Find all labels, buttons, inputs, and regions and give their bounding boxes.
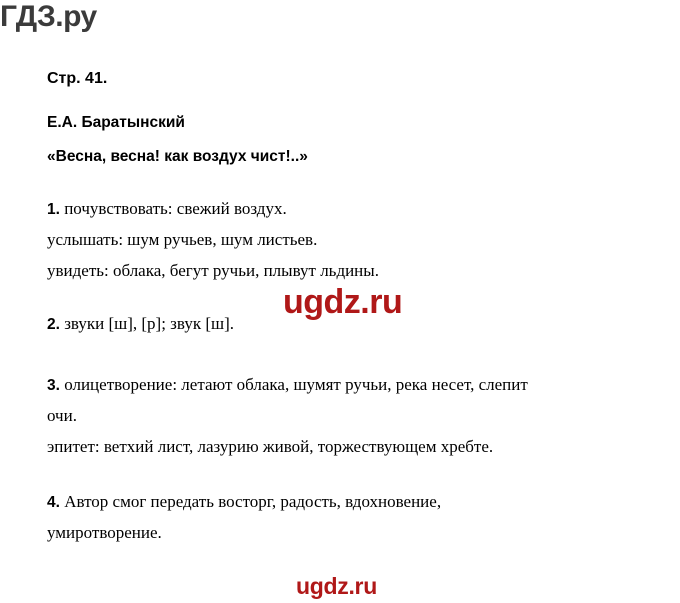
answer-block-3 xyxy=(47,370,647,463)
answer-text-line: эпитет: ветхий лист, лазурию живой, торжествующем хребте. xyxy=(47,436,494,456)
watermark-bottom: ugdz.ru xyxy=(296,573,377,599)
answer-text-line: умиротворение. xyxy=(47,522,162,542)
answer-text-line: Автор смог передать восторг, радость, вдохновение, xyxy=(59,491,442,511)
site-logo: ГДЗ.ру xyxy=(0,0,97,33)
page-reference: Стр. 41. xyxy=(47,70,108,87)
answer-text-line: звуки [ш], [р]; звук [ш]. xyxy=(59,313,234,333)
answer-text-line: олицетворение: летают облака, шумят ручьи, река несет, слепит xyxy=(59,374,528,394)
answer-block-4 xyxy=(47,487,647,549)
answer-number: 4. xyxy=(47,493,60,511)
answer-text-line: очи. xyxy=(47,405,77,425)
answer-block-1 xyxy=(47,194,647,287)
author-name: Е.А. Баратынский xyxy=(47,114,185,131)
watermark-middle: ugdz.ru xyxy=(283,283,403,321)
answer-number: 2. xyxy=(47,315,60,333)
answer-text-line: почувствовать: свежий воздух. xyxy=(59,199,287,218)
poem-title: «Весна, весна! как воздух чист!..» xyxy=(47,148,308,165)
answer-text-line: увидеть: облака, бегут ручьи, плывут льдины. xyxy=(47,260,379,280)
answer-text-line: услышать: шум ручьев, шум листьев. xyxy=(47,229,318,249)
answer-number: 3. xyxy=(47,376,60,394)
answer-number: 1. xyxy=(47,201,60,218)
